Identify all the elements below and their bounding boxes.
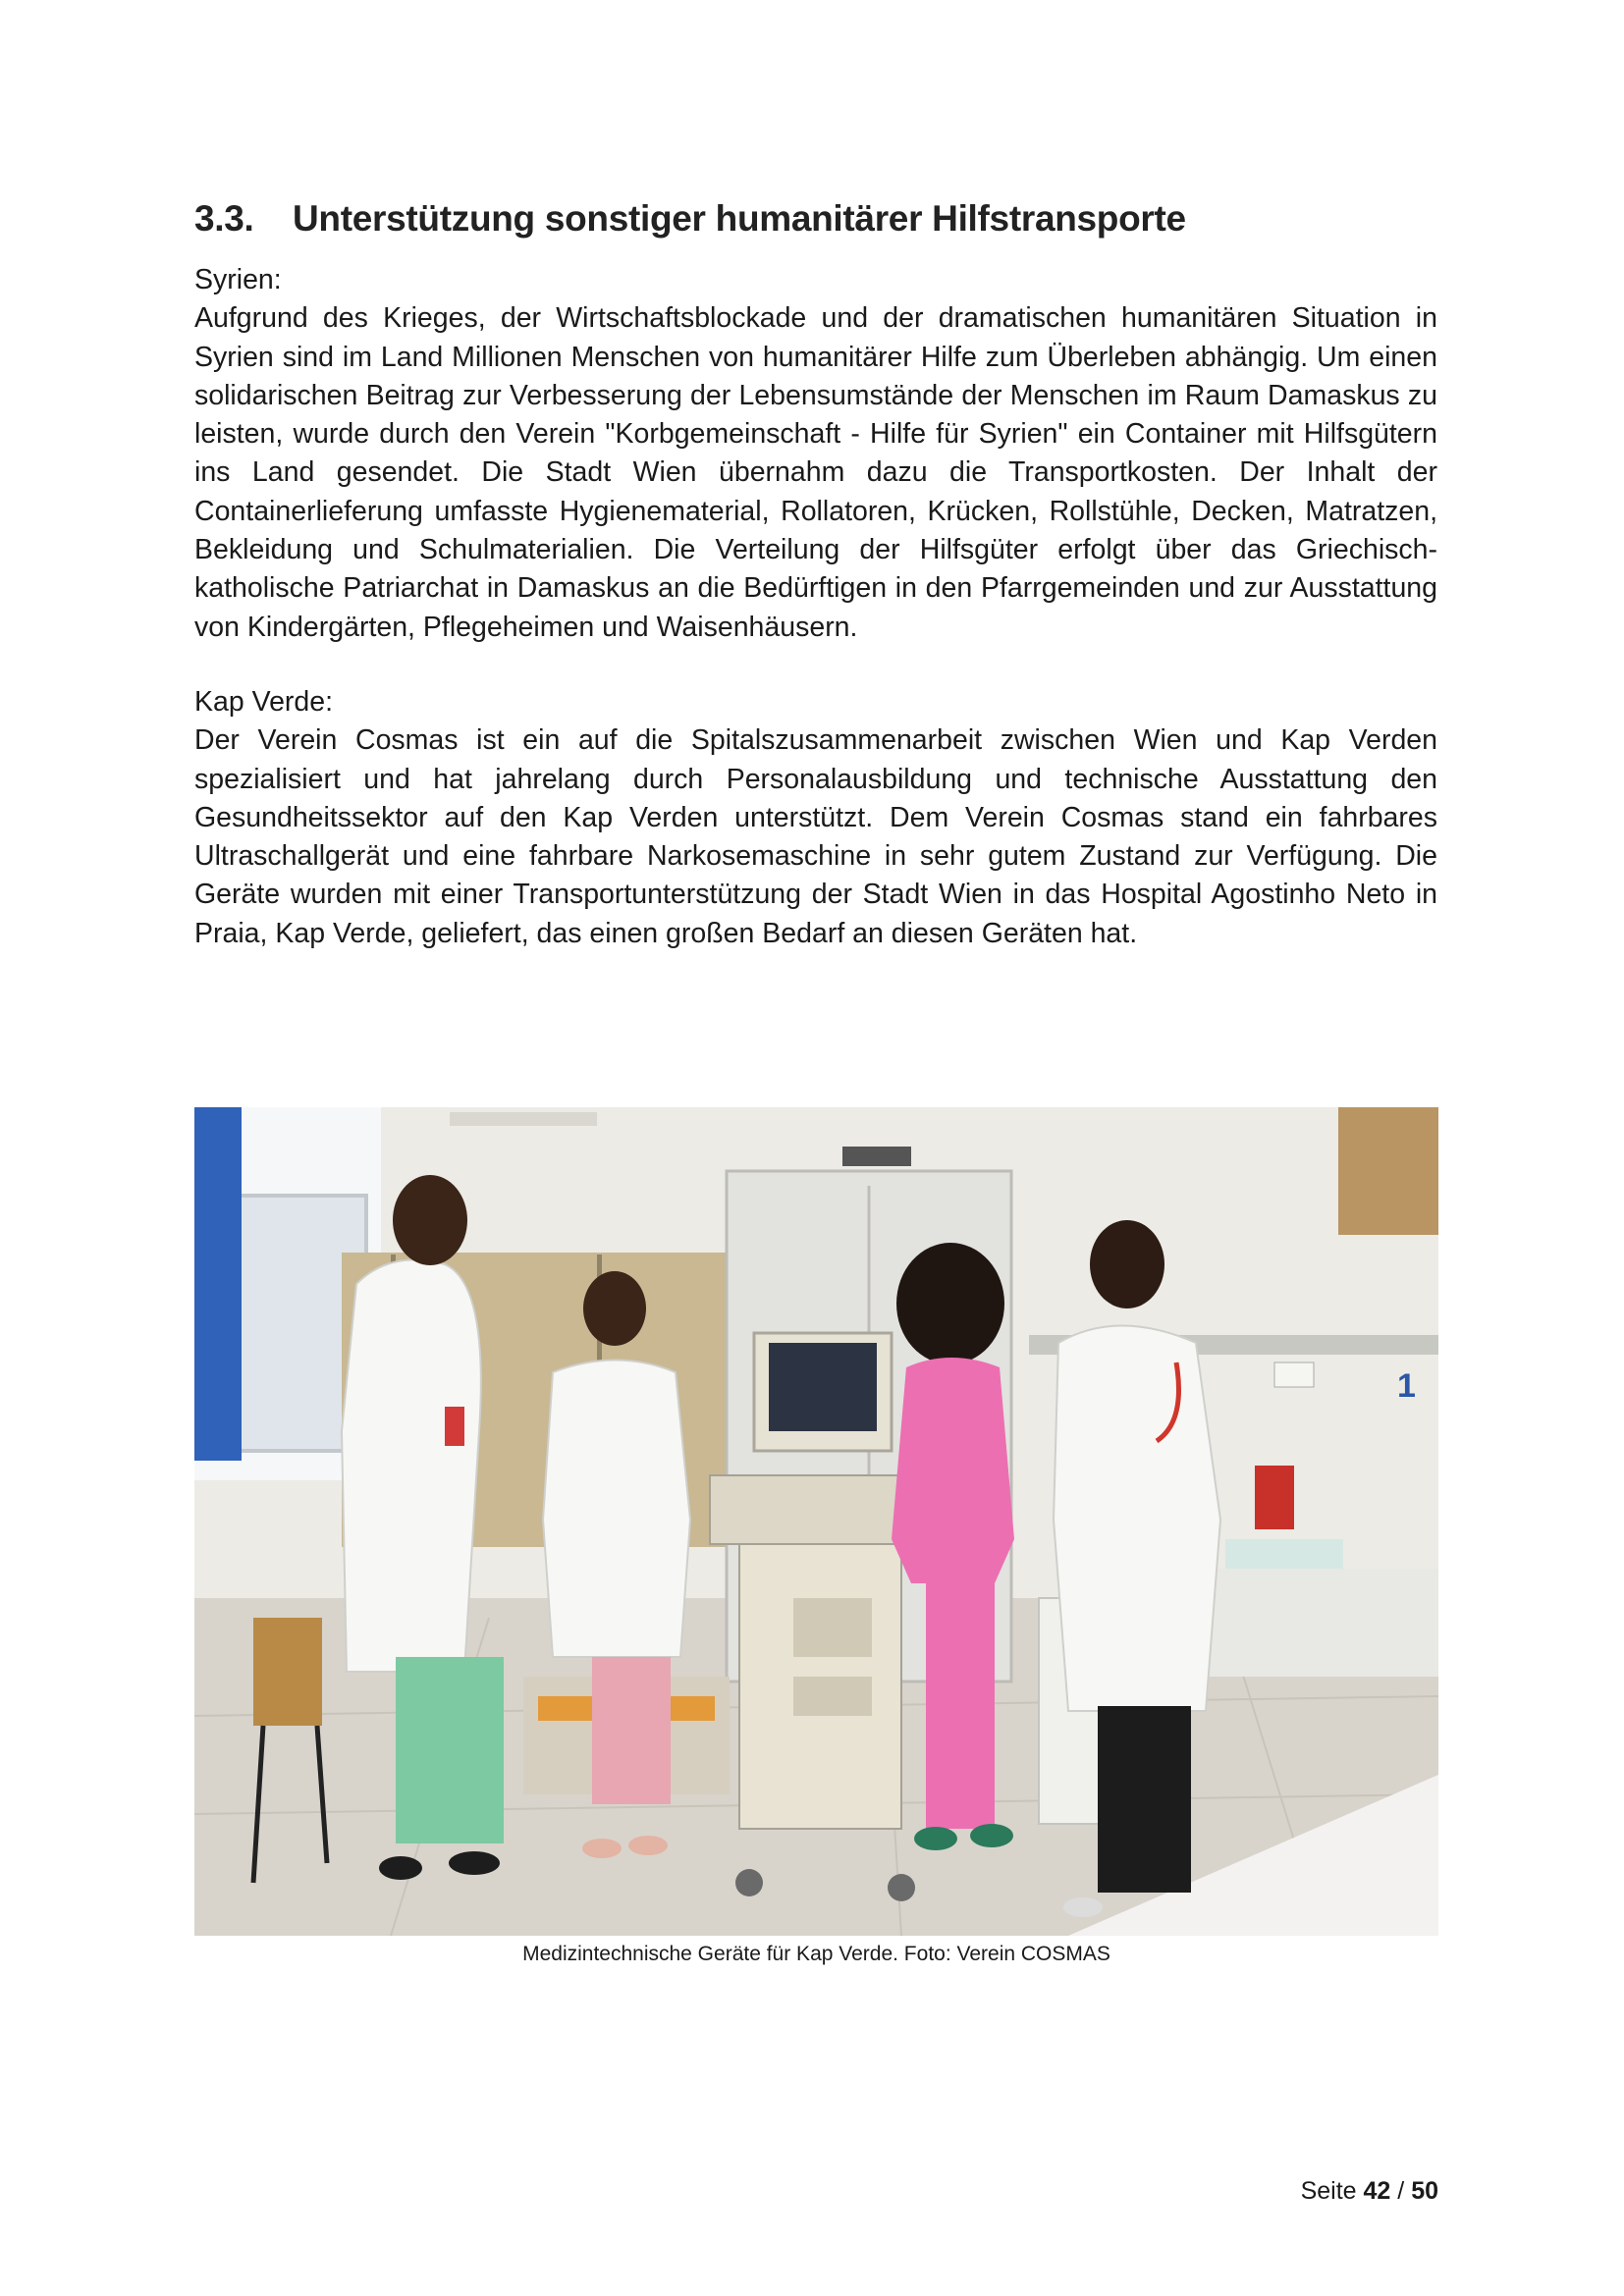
room-number: 1 bbox=[1397, 1367, 1416, 1405]
section-number: 3.3. bbox=[194, 198, 254, 239]
page-prefix: Seite bbox=[1300, 2177, 1357, 2205]
section-title: Unterstützung sonstiger humanitärer Hilfstransporte bbox=[293, 198, 1186, 239]
page-separator: / bbox=[1397, 2177, 1405, 2205]
section-syrien bbox=[194, 261, 1437, 647]
section-paragraph: Aufgrund des Krieges, der Wirtschaftsblockade und der dramatischen humanitären Situation in Syrien sind im Land Millionen Menschen von humanitärer Hilfe zum Überleben abhängig. Um einen solidarischen Beitrag zur Verbesserung der Lebensumstände der Menschen im Raum Damaskus zu leisten, wurde durch den Verein "Korbgemeinschaft - Hilfe für Syrien" ein Container mit Hilfsgütern ins Land gesendet. Die Stadt Wien übernahm dazu die Transportkosten. Der Inhalt der Containerlieferung umfasste Hygienematerial, Rollatoren, Krücken, Rollstühle, Decken, Matratzen, Bekleidung und Schulmaterialien. Die Verteilung der Hilfsgüter erfolgt über das Griechisch-katholische Patriarchat in Damaskus an die Bedürftigen in den Pfarrgemeinden und zur Ausstattung von Kindergärten, Pflegeheimen und Waisenhäusern. bbox=[194, 302, 1437, 643]
section-paragraph: Der Verein Cosmas ist ein auf die Spitalszusammenarbeit zwischen Wien und Kap Verden spezialisiert und hat jahrelang durch Personalausbildung und technische Ausstattung den Gesundheitssektor auf den Kap Verden unterstützt. Dem Verein Cosmas stand ein fahrbares Ultraschallgerät und eine fahrbare Narkosemaschine in sehr gutem Zustand zur Verfügung. Die Geräte wurden mit einer Transportunterstützung der Stadt Wien in das Hospital Agostinho Neto in Praia, Kap Verde, geliefert, das einen großen Bedarf an diesen Geräten hat. bbox=[194, 724, 1437, 949]
hospital-photo bbox=[194, 1107, 1438, 1936]
page-footer bbox=[1301, 2177, 1438, 2206]
page-total: 50 bbox=[1411, 2177, 1438, 2205]
section-heading bbox=[194, 198, 1186, 240]
section-label: Syrien: bbox=[194, 264, 282, 295]
photo-caption: Medizintechnische Geräte für Kap Verde. Foto: Verein COSMAS bbox=[522, 1943, 1110, 1965]
section-label: Kap Verde: bbox=[194, 686, 334, 718]
section-kap-verde bbox=[194, 683, 1437, 953]
page-current: 42 bbox=[1363, 2177, 1391, 2205]
